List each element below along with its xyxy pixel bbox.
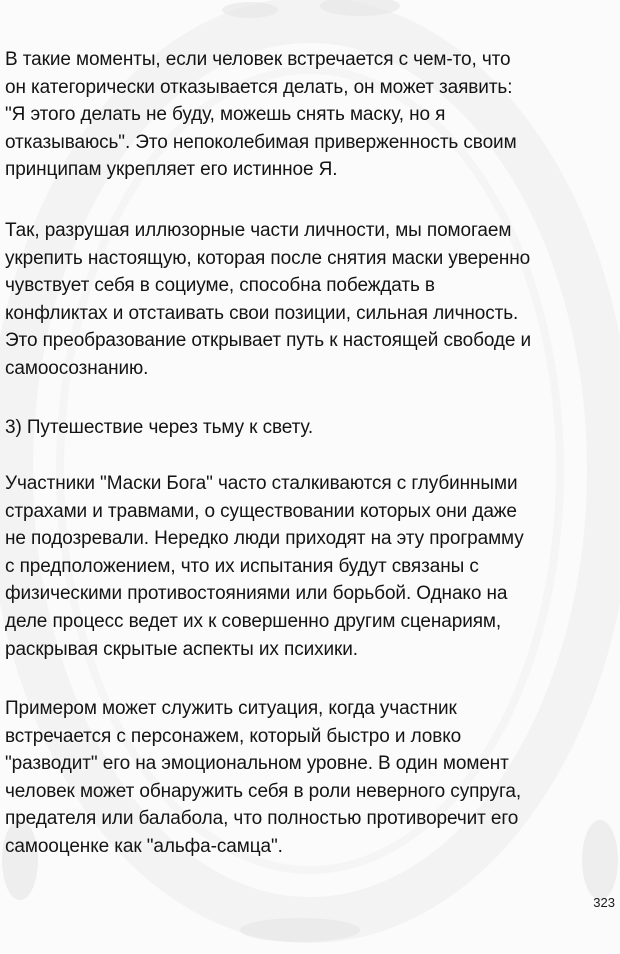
text-line: самооценке как "альфа-самца". [5,835,283,857]
text-line: принципам укрепляет его истинное Я. [5,159,338,181]
text-line: встречается с персонажем, который быстро и ловко [5,725,462,747]
text-line: предателя или балабола, что полностью противоречит его [5,808,519,830]
text-line: физическими противостояниями или борьбой. Однако на [5,583,508,605]
text-line: отказываюсь". Это непоколебимая приверженность своим [5,131,517,153]
text-line: раскрывая скрытые аспекты их психики. [5,638,358,660]
text-line: человек может обнаружить себя в роли неверного супруга, [5,780,522,802]
text-line: Это преобразование открывает путь к настоящей свободе и [5,330,532,352]
text-line: не подозревали. Нередко люди приходят на эту программу [5,528,524,550]
text-line: "Я этого делать не буду, можешь снять маску, но я [5,104,446,126]
paragraph-3 [5,470,617,663]
text-line: самоосознанию. [5,357,149,379]
text-line: Примером может служить ситуация, когда участник [5,698,457,719]
text-line: он категорически отказывается делать, он может заявить: [5,76,513,98]
paragraph-4 [5,695,617,861]
section-heading [5,414,617,442]
text-line: 3) Путешествие через тьму к свету. [5,417,314,438]
text-line: чувствует себя в социуме, способна побеждать в [5,275,435,297]
text-line: с предположением, что их испытания будут связаны с [5,555,479,577]
page-number: 323 [593,895,615,910]
text-line: Так, разрушая иллюзорные части личности, мы помогаем [5,220,512,241]
paragraph-1 [5,46,617,184]
text-line: укрепить настоящую, которая после снятия маски уверенно [5,247,531,269]
text-line: В такие моменты, если человек встречается с чем-то, что [5,49,511,70]
text-line: страхами и травмами, о существовании которых они даже [5,500,517,522]
text-line: конфликтах и отстаивать свои позиции, сильная личность. [5,302,519,324]
text-line: деле процесс ведет их к совершенно другим сценариям, [5,610,502,632]
text-line: "разводит" его на эмоциональном уровне. В один момент [5,753,509,775]
text-line: Участники "Маски Бога" часто сталкиваются с глубинными [5,473,518,494]
paragraph-2 [5,217,617,383]
